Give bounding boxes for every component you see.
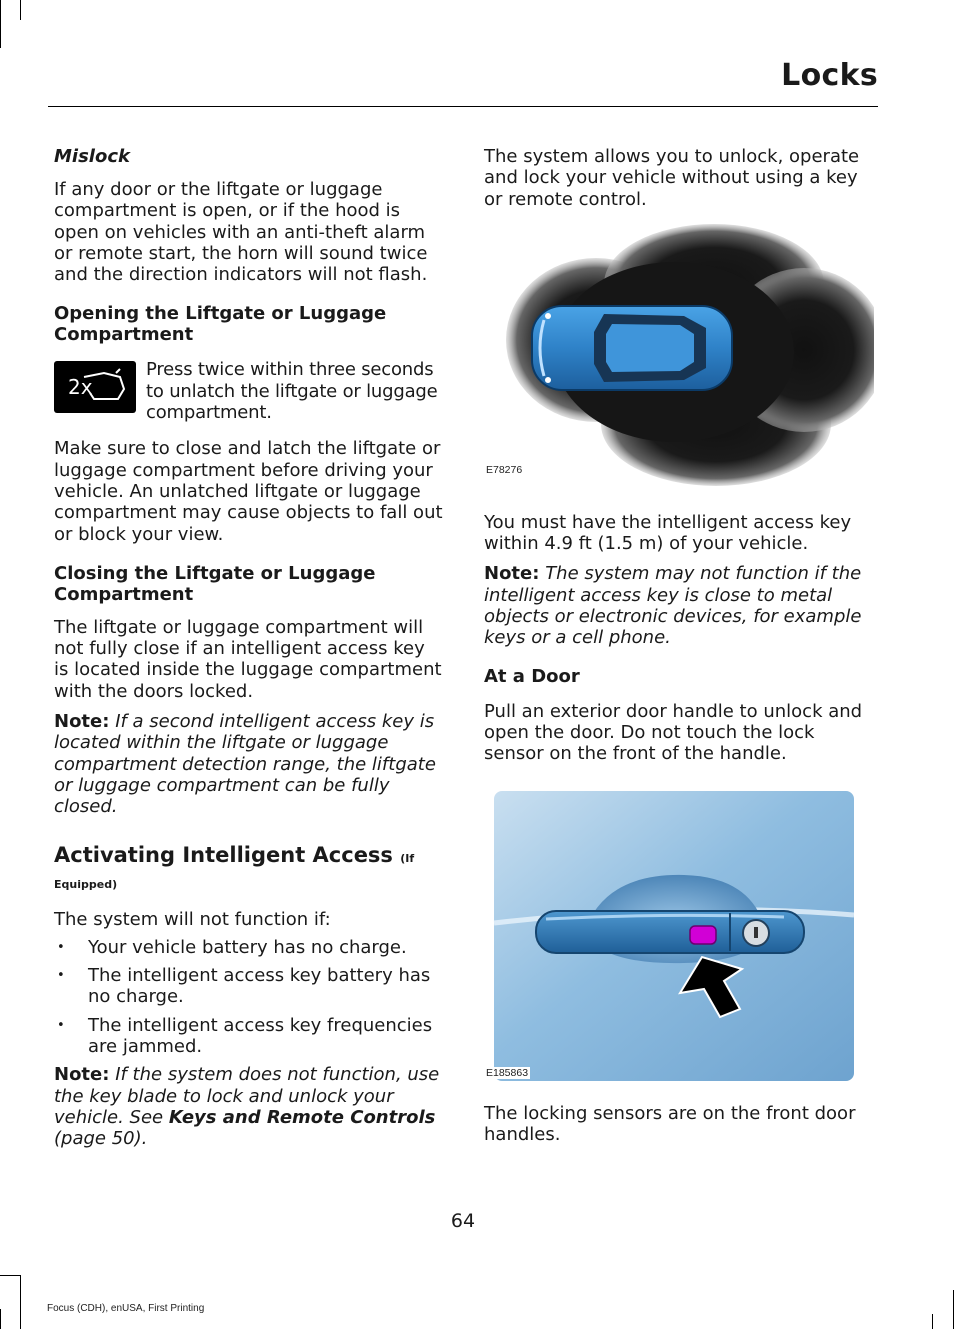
- footer-text: Focus (CDH), enUSA, First Printing: [47, 1303, 205, 1314]
- page-reference: (page 50).: [54, 1128, 148, 1150]
- lock-sensor: [690, 926, 716, 944]
- range-text: You must have the intelligent access key within 4.9 ft (1.5 m) of your vehicle.: [484, 511, 852, 555]
- activating-heading-text: Activating Intelligent Access: [54, 842, 393, 867]
- range-note: [484, 563, 874, 648]
- liftgate-press-twice-icon: [54, 361, 136, 413]
- title-rule: [48, 106, 878, 107]
- car-range-figure: [484, 224, 874, 486]
- crop-mark: [0, 1275, 20, 1276]
- opening-text: Make sure to close and latch the liftgate or luggage compartment before driving your vehicle. An unlatched liftgate or luggage compartment may cause objects to fall out or block your view.: [54, 438, 443, 545]
- activating-intro: The system will not function if:: [54, 908, 331, 930]
- crop-mark: [20, 0, 21, 20]
- intro-text: The system allows you to unlock, operate and lock your vehicle without using a key or remote control.: [484, 146, 860, 210]
- final-note: [54, 1064, 444, 1149]
- opening-icon-text: Press twice within three seconds to unlatch the liftgate or luggage compartment.: [146, 359, 438, 424]
- press-twice-label: 2x: [68, 375, 93, 400]
- list-item: • The intelligent access key battery has no charge.: [54, 965, 444, 1008]
- closing-heading: Closing the Liftgate or Luggage Compartment: [54, 562, 376, 605]
- door-text: Pull an exterior door handle to unlock and open the door. Do not touch the lock sensor on the front of the handle.: [484, 700, 863, 765]
- activating-heading: [54, 843, 444, 895]
- heading-suffix-b: Equipped): [54, 877, 118, 891]
- note-text: If the system does not function, use the key blade to lock and unlock your vehicle. See: [54, 1064, 440, 1128]
- crop-mark: [20, 1275, 21, 1329]
- car-detection-range-illustration: [484, 224, 874, 486]
- note-label: Note:: [484, 563, 540, 585]
- page-number: 64: [450, 1210, 476, 1232]
- figure-label: E78276: [486, 463, 523, 476]
- mislock-heading: Mislock: [54, 146, 130, 167]
- sensors-text: The locking sensors are on the front door handles.: [484, 1102, 856, 1145]
- crop-mark: [0, 1309, 1, 1329]
- mislock-text: If any door or the liftgate or luggage compartment is open, or if the hood is open on vehicles with an anti-theft alarm or remote start, the horn will sound twice and the direction indicators will not flash.: [54, 179, 428, 286]
- note-text: The system may not function if the intelligent access key is close to metal objects or electronic devices, for example keys or a cell phone.: [484, 563, 862, 649]
- note-label: Note:: [54, 711, 110, 733]
- opening-icon-row: [54, 359, 444, 423]
- list-item: • The intelligent access key frequencies are jammed.: [54, 1015, 444, 1058]
- door-heading: At a Door: [484, 665, 580, 687]
- cross-reference-link[interactable]: Keys and Remote Controls: [168, 1106, 436, 1128]
- note-label: Note:: [54, 1064, 110, 1086]
- heading-suffix-a: (If: [400, 851, 415, 865]
- note-text: If a second intelligent access key is located within the liftgate or luggage compartment detection range, the liftgate or luggage compartment can be fully closed.: [54, 711, 436, 818]
- closing-note: [54, 711, 444, 817]
- door-handle-figure: [484, 783, 874, 1089]
- door-handle-illustration: [484, 783, 874, 1089]
- left-column: [54, 146, 444, 1150]
- bullet-list: [54, 937, 444, 1057]
- closing-text: The liftgate or luggage compartment will not fully close if an intelligent access key is located inside the luggage compartment with the doors locked.: [54, 616, 442, 702]
- list-item: • Your vehicle battery has no charge.: [54, 937, 444, 958]
- page-title: Locks: [781, 58, 878, 93]
- crop-mark: [932, 1314, 933, 1329]
- opening-heading: Opening the Liftgate or Luggage Compartment: [54, 303, 387, 346]
- figure-label: E185863: [486, 1066, 529, 1079]
- right-column: [484, 146, 874, 1145]
- crop-mark: [0, 0, 1, 48]
